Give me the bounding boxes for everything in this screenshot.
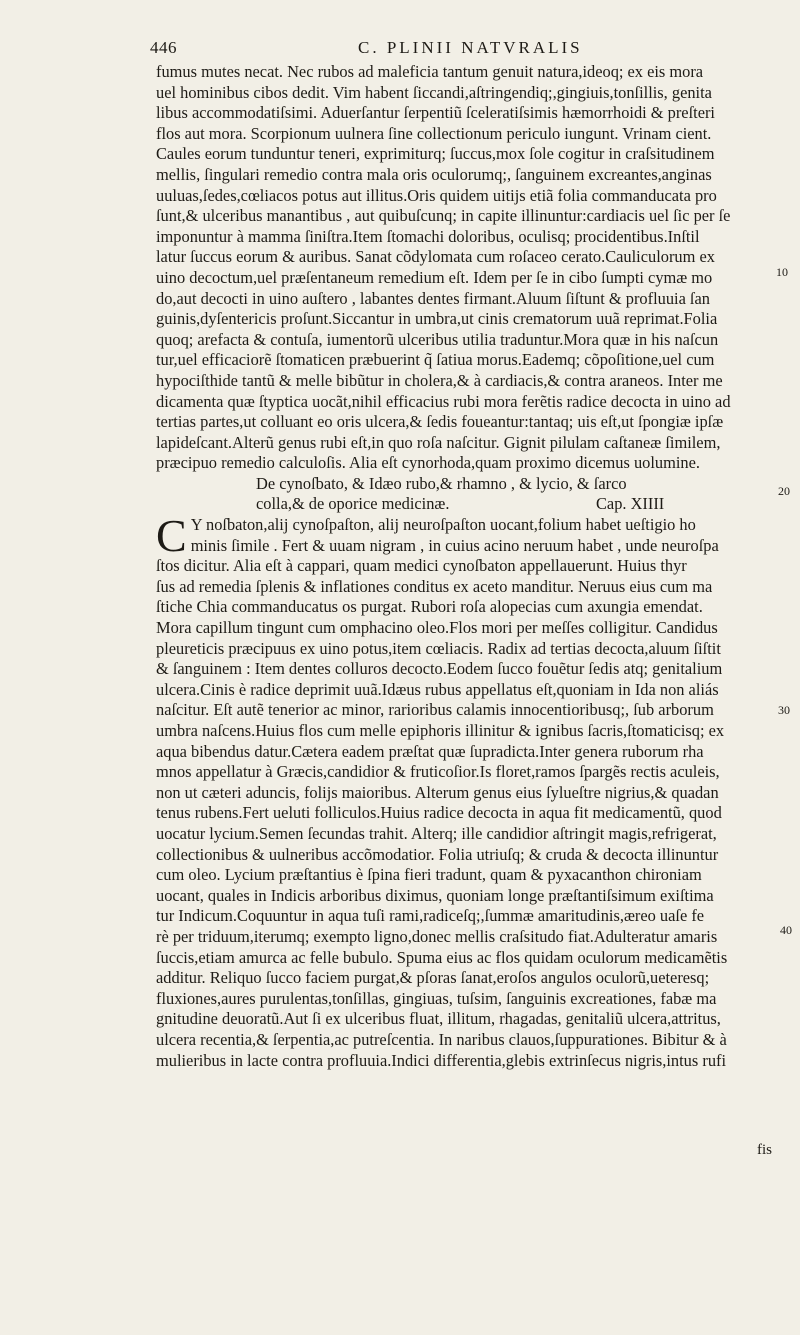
text-line: Mora capillum tingunt cum omphacino oleo.Flos mori per meſſes colligitur. Candidus <box>156 618 718 638</box>
text-line: ſus ad remedia ſplenis & inflationes conditus ex aceto manditur. Neruus eius cum ma <box>156 576 713 596</box>
margin-line-number: 30 <box>778 703 790 717</box>
opening-lines <box>156 510 768 562</box>
text-line: collectionibus & uulneribus accõmodatior. Folia utriuſq; & cruda & decocta illinuntur <box>156 844 719 864</box>
paragraph-cynosbatos <box>156 556 768 1071</box>
text-line: præcipuo remedio calculoſis. Alia eſt cynorhoda,quam proximo dicemus uolumine. <box>156 453 700 473</box>
text-line: tur Indicum.Coquuntur in aqua tuſi rami,radiceſq;,ſummæ amaritudinis,æreo uaſe fe <box>156 906 705 926</box>
chapter-opening <box>156 510 768 562</box>
text-line: tur,uel efficaciorẽ ſtomaticen præbuerint q̃ ſatiua morus.Eademq; cõpoſitione,uel cum <box>156 350 715 370</box>
text-line: tenus rubens.Fert ueluti folliculos.Huius radice decocta in aqua fit medicamentũ, quod <box>156 803 722 823</box>
text-line: quoq; arefacta & contuſa, iumentorũ ulceribus utilia traduntur.Mora quæ in his naſcun <box>156 329 719 349</box>
drop-cap: C <box>156 510 187 562</box>
text-line: & ſanguinem : Item dentes colluros decocto.Eodem ſucco fouẽtur ſedis atq; genitalium <box>156 659 723 679</box>
text-line: additur. Reliquo ſucco faciem purgat,& pſoras ſanat,eroſos angulos oculorũ,ueteresq; <box>156 968 710 988</box>
body-text <box>156 62 768 1071</box>
text-line: ſunt,& ulceribus manantibus , aut quibuſcunq; in capite illinuntur:cardiacis uel ſic per ſe <box>156 206 731 226</box>
page-header <box>150 38 750 62</box>
margin-line-number: 20 <box>778 484 790 498</box>
chapter-heading-line-2 <box>156 494 768 515</box>
catchword: fis <box>757 1142 772 1158</box>
text-line: do,aut decocti in uino auſtero , labantes dentes firmant.Aluum ſiſtunt & profluuia ſan <box>156 288 710 308</box>
text-line: dicamenta quæ ſtyptica uocãt,nihil efficacius rubi mora ferẽtis radice decocta in uino ad <box>156 391 731 411</box>
chapter-heading-subtitle: colla,& de oporice medicinæ. <box>256 494 450 514</box>
text-line: latur ſuccus eorum & auribus. Sanat cõdylomata cum roſaceo cerato.Cauliculorum ex <box>156 247 715 267</box>
text-line: uocatur lycium.Semen ſecundas trahit. Alterq; ille candidior aſtringit magis,refrigerat, <box>156 823 717 843</box>
page-number: 446 <box>150 38 177 57</box>
chapter-number: Cap. XIIII <box>596 494 665 514</box>
text-line: rè per triduum,iterumq; exempto ligno,donec mellis craſsitudo fiat.Adulteratur amaris <box>156 926 718 946</box>
text-line: naſcitur. Eſt autẽ tenerior ac minor, rarioribus calamis innocentioribusq;, ſub arborum <box>156 700 714 720</box>
margin-line-number: 10 <box>776 265 788 279</box>
text-line: ulcera.Cinis è radice deprimit uuã.Idæus rubus appellatus eſt,quoniam in Ida non aliás <box>156 679 719 699</box>
text-line: uel hominibus cibos dedit. Vim habent ſiccandi,aſtringendiq;,gingiuis,tonſillis, genita <box>156 82 712 102</box>
text-line: ſtiche Chia commanducatus os purgat. Rubori roſa alopecias cum axungia emendat. <box>156 597 703 617</box>
margin-line-number: 40 <box>780 923 792 937</box>
text-line: gnitudine deuoratũ.Aut ſi ex ulceribus fluat, illitum, rhagadas, genitaliũ ulcera,attritus, <box>156 1009 721 1029</box>
text-line: mnos appellatur à Græcis,candidior & fruticoſior.Is floret,ramos ſpargẽs rectis aculeis, <box>156 762 720 782</box>
text-line: guinis,dyſentericis proſunt.Siccantur in umbra,ut cinis crematorum uuã reprimat.Folia <box>156 309 718 329</box>
text-line: umbra naſcens.Huius flos cum melle epiphoris illinitur & ignibus ſacris,ſtomaticisq; ex <box>156 721 725 740</box>
text-line: fluxiones,aures purulentas,tonſillas, gingiuas, tuſsim, ſanguinis excreationes, fabæ ma <box>156 988 717 1008</box>
text-line: libus accommodatiſsimi. Aduerſantur ſerpentiũ ſceleratiſsimis hæmorrhoidi & preſteri <box>156 103 715 123</box>
text-line: uuluas,ſedes,cœliacos potus aut illitus.Oris quidem uitijs etiã folia commanducata pro <box>156 185 717 205</box>
text-line: ulcera recentia,& ſerpentia,ac putreſcentia. In naribus clauos,ſuppurationes. Bibitur & à <box>156 1029 727 1049</box>
text-line: Y noſbaton,alij cynoſpaſton, alij neuroſpaſton uocant,folium habet ueſtigio ho <box>190 515 696 535</box>
running-title: C. PLINII NATVRALIS <box>358 38 583 57</box>
text-line: mulieribus in lacte contra profluuia.Indici differentia,glebis extrinſecus nigris,intus rufi <box>156 1050 727 1070</box>
text-line: flos aut mora. Scorpionum uulnera ſine collectionum periculo iungunt. Vrinam cient. <box>156 123 712 143</box>
text-line: pleureticis præcipuus ex uino potus,item cœliacis. Radix ad tertias decocta,aluum ſiſtit <box>156 638 721 658</box>
text-line: fumus mutes necat. Nec rubos ad maleficia tantum genuit natura,ideoq; ex eis mora <box>156 62 704 81</box>
text-line: uocant, quales in Indicis arboribus diximus, quoniam longe præſtantiſsimum exiſtima <box>156 885 714 905</box>
text-line: uino decoctum,uel præſentaneum remedium eſt. Idem per ſe in cibo ſumpti cymæ mo <box>156 267 713 287</box>
text-line: aqua bibendus datur.Cætera eadem præſtat quæ ſupradicta.Inter genera ruborum rha <box>156 741 704 761</box>
text-line: ſtos dicitur. Alia eſt à cappari, quam medici cynoſbaton appellauerunt. Huius thyr <box>156 556 687 576</box>
text-line: mellis, ſingulari remedio contra mala oris oculorumq;, ſanguinem excreantes,anginas <box>156 164 712 184</box>
text-line: hypociſthide tantũ & melle bibũtur in cholera,& à cardiacis,& contra araneos. Inter me <box>156 370 723 390</box>
text-line: minis ſimile . Fert & uuam nigram , in cuius acino neruum habet , unde neuroſpa <box>190 535 719 555</box>
chapter-heading-line-1: De cynoſbato, & Idæo rubo,& rhamno , & lycio, & ſarco <box>256 473 627 493</box>
text-line: non ut cæteri aduncis, folijs maioribus. Alterum genus eius ſylueſtre nigrius,& quadan <box>156 782 719 802</box>
text-line: lapideſcant.Alterũ genus rubi eſt,in quo roſa naſcitur. Gignit pilulam caſtaneæ ſimilem, <box>156 432 721 452</box>
text-line: cum oleo. Lycium præſtantius è ſpina fieri tradunt, quam & pyxacanthon chironiam <box>156 865 702 885</box>
text-line: ſuccis,etiam amurca ac felle bubulo. Spuma eius ac flos quidam oculorum medicamẽtis <box>156 947 728 967</box>
text-line: tertias partes,ut colluant eo oris ulcera,& ſedis foueantur:tantaq; uis eſt,ut ſpongiæ ipſæ <box>156 412 724 432</box>
text-line: imponuntur à mamma ſiniſtra.Item ſtomachi doloribus, oculisq; procidentibus.Inſtil <box>156 226 700 246</box>
paragraph-rubus <box>156 62 768 474</box>
text-line: Caules eorum tunduntur teneri, exprimiturq; ſuccus,mox ſole cogitur in craſsitudinem <box>156 144 715 164</box>
